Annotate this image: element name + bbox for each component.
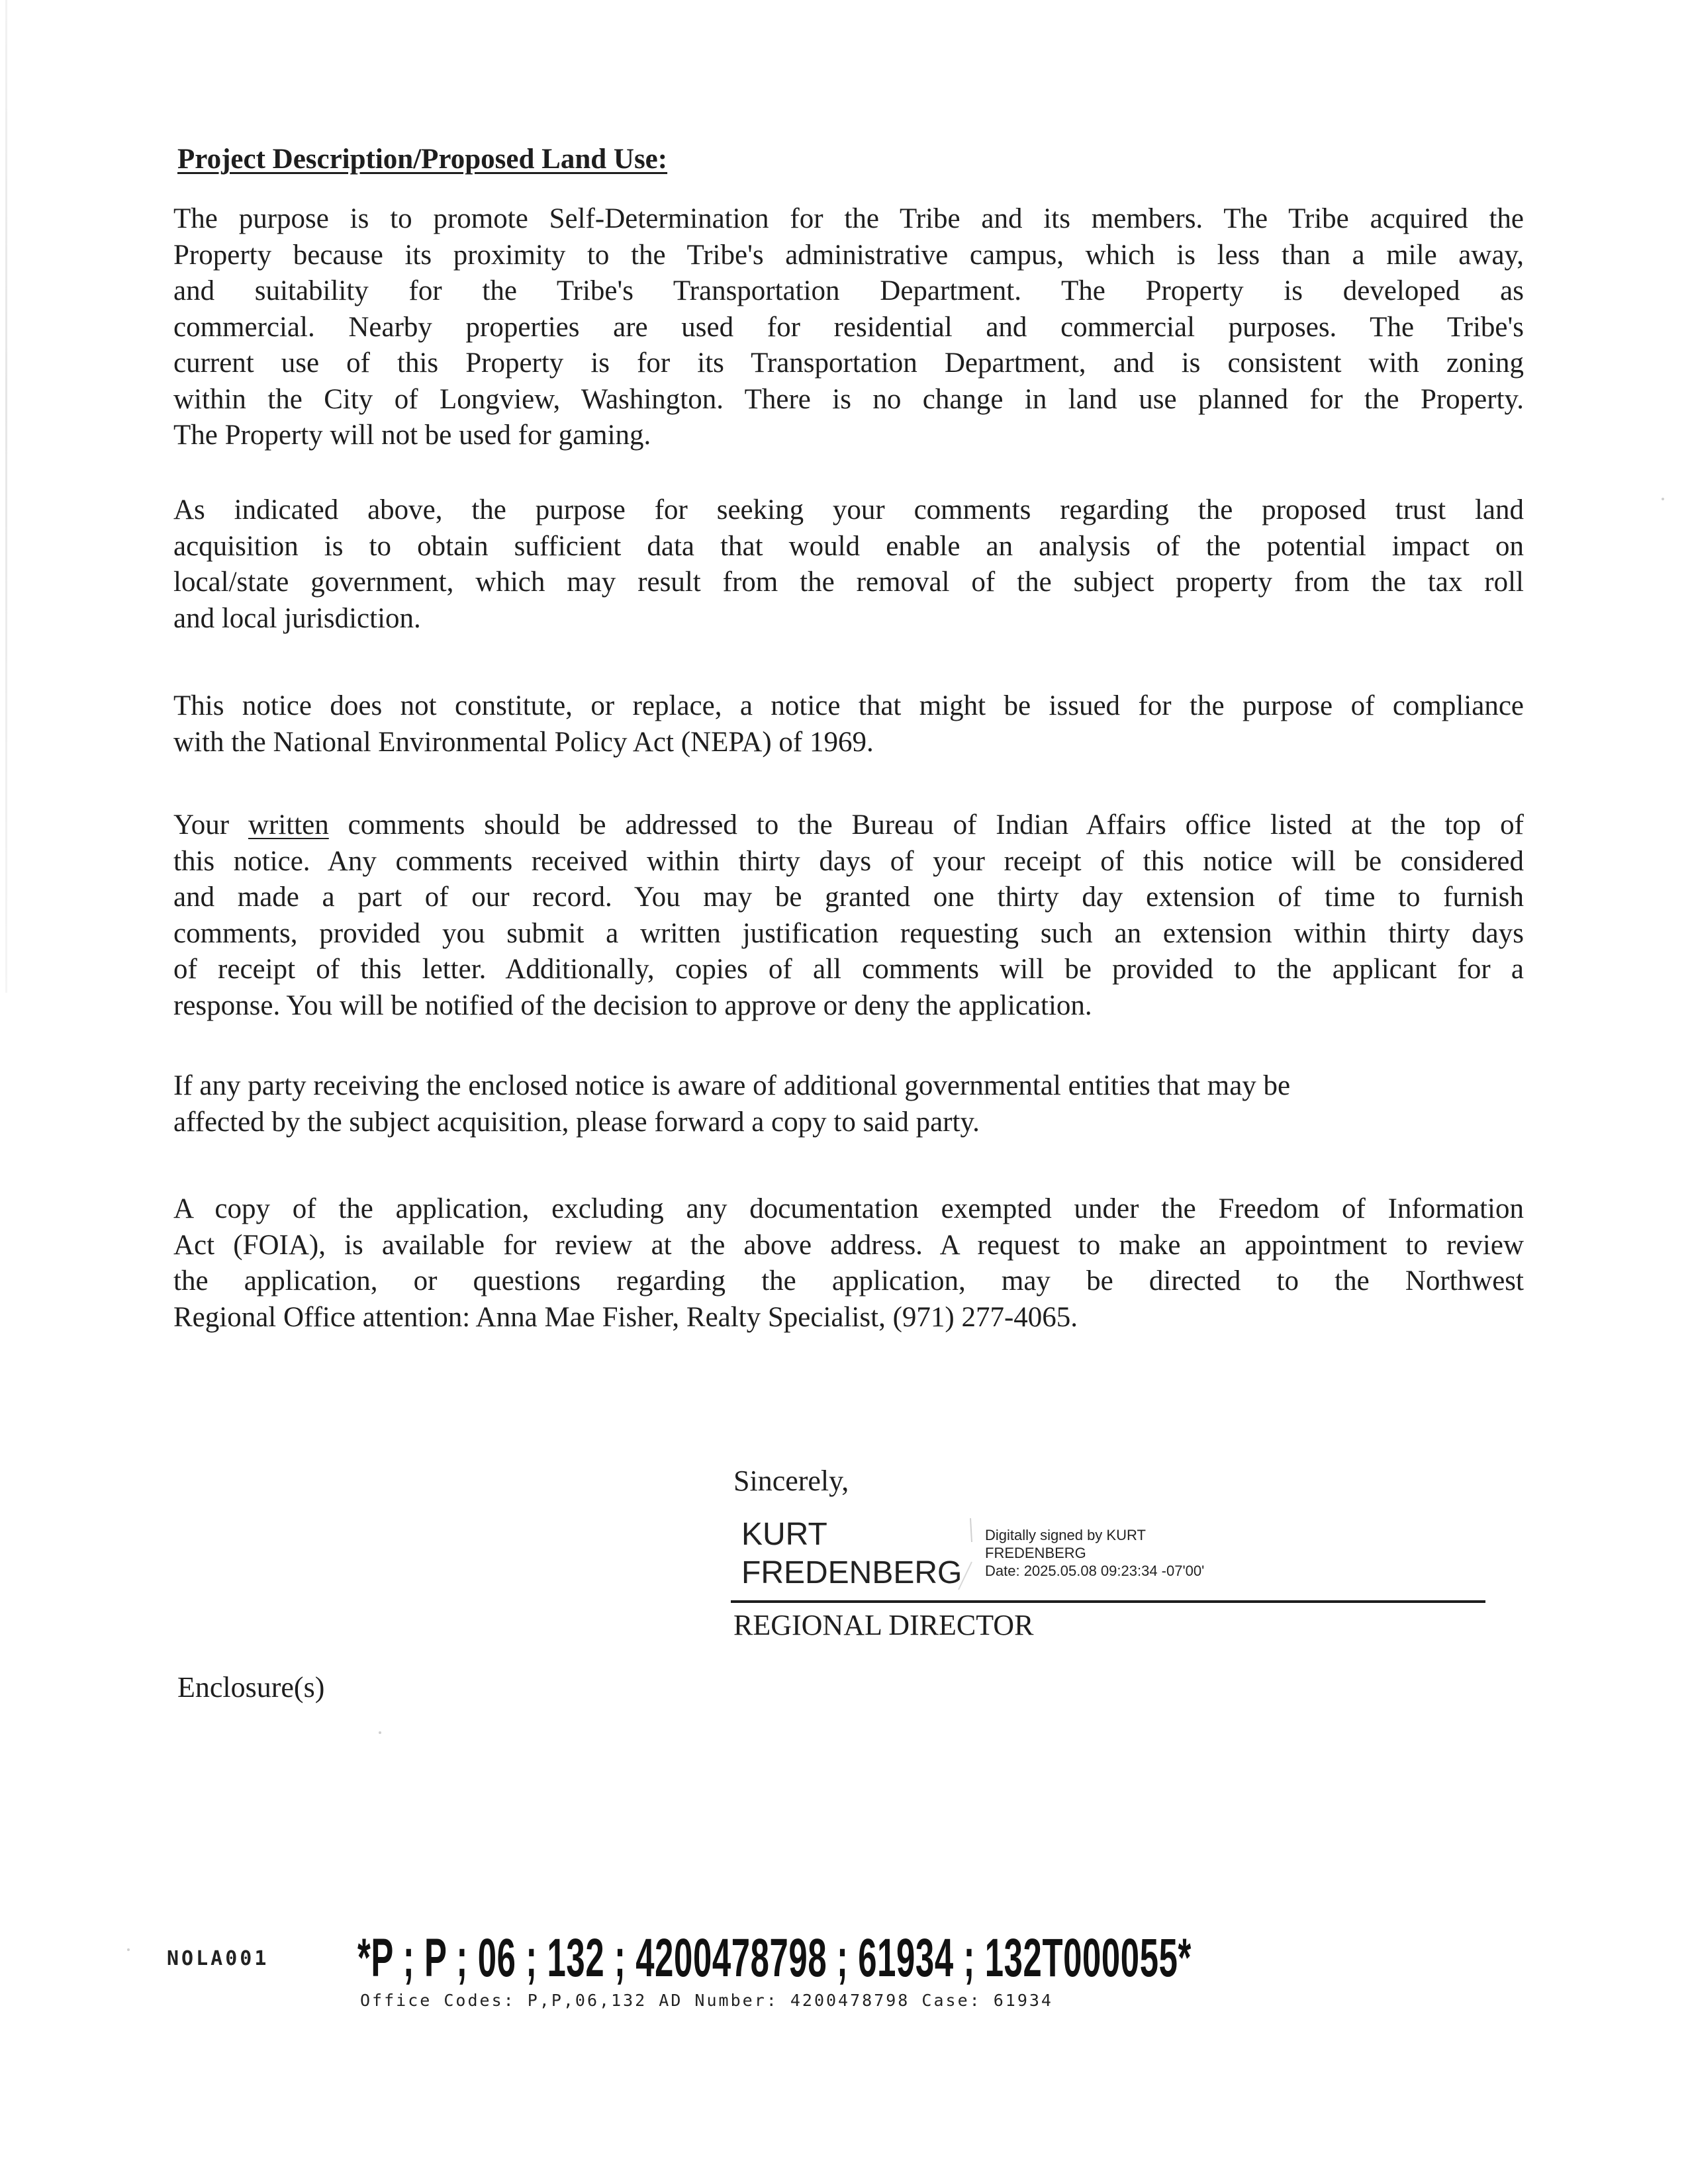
signer-first-name: KURT xyxy=(741,1517,827,1552)
signer-title: REGIONAL DIRECTOR xyxy=(733,1609,1034,1641)
text-line: The Property will not be used for gaming. xyxy=(173,420,651,451)
digital-signature-line: FREDENBERG xyxy=(985,1545,1086,1561)
text-line: If any party receiving the enclosed notice is aware of additional governmental entities that may be xyxy=(173,1070,1291,1101)
text-fragment: Your xyxy=(173,809,248,841)
text-line xyxy=(173,807,1524,844)
text-line: and local jurisdiction. xyxy=(173,602,421,634)
underlined-word: written xyxy=(248,809,329,841)
signer-name xyxy=(741,1516,962,1592)
text-line: acquisition is to obtain sufficient data that would enable an analysis of the potential impact on xyxy=(173,530,1524,562)
text-line: As indicated above, the purpose for seeking your comments regarding the proposed trust land xyxy=(173,494,1524,525)
text-line: within the City of Longview, Washington. There is no change in land use planned for the Property. xyxy=(173,383,1524,415)
text-line: and made a part of our record. You may be granted one thirty day extension of time to furnish xyxy=(173,882,1524,913)
text-line: comments, provided you submit a written justification requesting such an extension within thirty days xyxy=(173,917,1524,949)
text-line: The purpose is to promote Self-Determination for the Tribe and its members. The Tribe acquired the xyxy=(173,203,1524,234)
text-line: the application, or questions regarding the application, may be directed to the Northwest xyxy=(173,1265,1524,1297)
text-line: with the National Environmental Policy Act (NEPA) of 1969. xyxy=(173,726,874,758)
paragraph-purpose-of-comments xyxy=(173,492,1524,637)
text-line: Property because its proximity to the Tribe's administrative campus, which is less than a mile away, xyxy=(173,239,1524,271)
text-line: local/state government, which may result from the removal of the subject property from the tax roll xyxy=(173,567,1524,598)
signature-rule xyxy=(731,1600,1485,1603)
enclosure-note: Enclosure(s) xyxy=(177,1671,325,1704)
text-line: affected by the subject acquisition, please forward a copy to said party. xyxy=(173,1106,980,1138)
scan-speck xyxy=(379,1731,381,1734)
text-line: Act (FOIA), is available for review at the above address. A request to make an appointment to review xyxy=(173,1229,1524,1261)
scan-speck xyxy=(1662,498,1664,500)
paragraph-nepa-notice xyxy=(173,688,1524,760)
closing-salutation: Sincerely, xyxy=(733,1465,849,1497)
text-line: this notice. Any comments received within thirty days of your receipt of this notice will be considered xyxy=(173,845,1524,877)
barcode-caption: Office Codes: P,P,06,132 AD Number: 4200478798 Case: 61934 xyxy=(360,1991,1053,2010)
scan-speck xyxy=(127,1948,130,1951)
scan-edge-shadow xyxy=(5,0,7,993)
paragraph-foia-review xyxy=(173,1191,1524,1336)
text-line: current use of this Property is for its Transportation Department, and is consistent with zoning xyxy=(173,347,1524,379)
signature-divider-icon xyxy=(939,1516,978,1595)
text-fragment: comments should be addressed to the Bureau of Indian Affairs office listed at the top of xyxy=(328,809,1524,841)
section-heading: Project Description/Proposed Land Use: xyxy=(177,144,668,175)
text-line: Regional Office attention: Anna Mae Fisher, Realty Specialist, (971) 277-4065. xyxy=(173,1301,1078,1333)
signer-last-name: FREDENBERG xyxy=(741,1555,962,1590)
mailing-office-code: NOLA001 xyxy=(167,1947,269,1970)
digital-signature-date: Date: 2025.05.08 09:23:34 -07'00' xyxy=(985,1563,1205,1579)
text-line: response. You will be notified of the decision to approve or deny the application. xyxy=(173,989,1092,1021)
text-line: and suitability for the Tribe's Transportation Department. The Property is developed as xyxy=(173,275,1524,306)
paragraph-project-description xyxy=(173,201,1524,454)
text-line: A copy of the application, excluding any documentation exempted under the Freedom of Information xyxy=(173,1193,1524,1224)
barcode-text: *P ; P ; 06 ; 132 ; 4200478798 ; 61934 ; 132T000055* xyxy=(357,1928,1192,1988)
text-line: This notice does not constitute, or replace, a notice that might be issued for the purpose of compliance xyxy=(173,690,1524,721)
text-line: of receipt of this letter. Additionally, copies of all comments will be provided to the applicant for a xyxy=(173,954,1524,985)
paragraph-additional-entities xyxy=(173,1068,1524,1140)
text-line: commercial. Nearby properties are used for residential and commercial purposes. The Tribe's xyxy=(173,311,1524,343)
digital-signature-details xyxy=(985,1526,1204,1580)
paragraph-written-comments xyxy=(173,807,1524,1024)
digital-signature-line: Digitally signed by KURT xyxy=(985,1527,1146,1543)
